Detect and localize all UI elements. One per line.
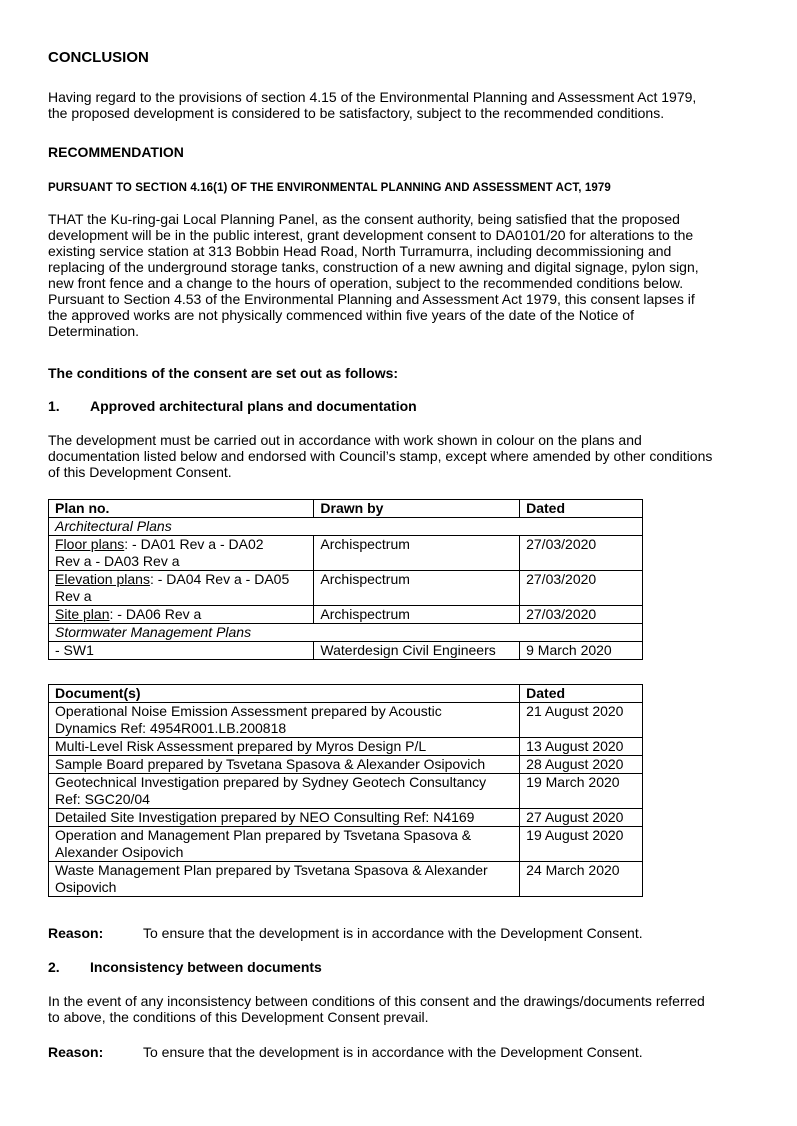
document-cell: Sample Board prepared by Tsvetana Spasova & Alexander Osipovich xyxy=(49,756,520,774)
documents-table xyxy=(48,684,643,897)
condition-number: 1. xyxy=(48,398,60,414)
conclusion-paragraph xyxy=(48,89,696,121)
reason-text: To ensure that the development is in accordance with the Development Consent. xyxy=(143,1044,643,1060)
document-cell: Operational Noise Emission Assessment prepared by Acoustic Dynamics Ref: 4954R001.LB.200818 xyxy=(49,703,520,738)
table-section-row xyxy=(49,624,643,642)
column-header: Drawn by xyxy=(314,500,520,518)
condition-2-paragraph xyxy=(48,993,705,1025)
condition-line: documentation listed below and endorsed with Council’s stamp, except where amended by other conditions xyxy=(48,448,713,464)
column-header: Dated xyxy=(520,685,643,703)
dated-cell: 28 August 2020 xyxy=(520,756,643,774)
plan-cell: - SW1 xyxy=(49,642,314,660)
recommendation-line: Pursuant to Section 4.53 of the Environmental Planning and Assessment Act 1979, this consent lapses if xyxy=(48,291,695,307)
table-row xyxy=(49,756,643,774)
conclusion-heading: CONCLUSION xyxy=(48,49,149,66)
reason-label: Reason: xyxy=(48,1044,104,1060)
drawn-by-cell: Archispectrum xyxy=(314,571,520,606)
recommendation-line: THAT the Ku-ring-gai Local Planning Panel, as the consent authority, being satisfied that the proposed xyxy=(48,211,680,227)
drawn-by-cell: Archispectrum xyxy=(314,606,520,624)
column-header: Document(s) xyxy=(49,685,520,703)
reason-text: To ensure that the development is in accordance with the Development Consent. xyxy=(143,925,643,941)
column-header: Plan no. xyxy=(49,500,314,518)
table-row xyxy=(49,809,643,827)
dated-cell: 27 August 2020 xyxy=(520,809,643,827)
column-header: Dated xyxy=(520,500,643,518)
conclusion-line: the proposed development is considered to be satisfactory, subject to the recommended conditions. xyxy=(48,105,665,121)
recommendation-heading: RECOMMENDATION xyxy=(48,144,184,160)
recommendation-paragraph xyxy=(48,211,699,339)
dated-cell: 27/03/2020 xyxy=(520,571,643,606)
recommendation-line: existing service station at 313 Bobbin Head Road, North Turramurra, including decommissioning and xyxy=(48,243,672,259)
table-row xyxy=(49,571,643,606)
condition-2-heading xyxy=(48,959,322,975)
table-row xyxy=(49,774,643,809)
pursuant-heading: PURSUANT TO SECTION 4.16(1) OF THE ENVIRONMENTAL PLANNING AND ASSESSMENT ACT, 1979 xyxy=(48,182,611,194)
dated-cell: 27/03/2020 xyxy=(520,536,643,571)
condition-2-reason xyxy=(48,1044,643,1060)
dated-cell: 19 March 2020 xyxy=(520,774,643,809)
table-row xyxy=(49,642,643,660)
plan-cell: Floor plans: - DA01 Rev a - DA02 Rev a - DA03 Rev a xyxy=(49,536,314,571)
table-row xyxy=(49,827,643,862)
recommendation-line: replacing of the underground storage tanks, construction of a new awning and digital signage, pylon sign, xyxy=(48,259,699,275)
dated-cell: 21 August 2020 xyxy=(520,703,643,738)
condition-title: Inconsistency between documents xyxy=(90,959,322,975)
recommendation-line: Determination. xyxy=(48,323,140,339)
document-cell: Multi-Level Risk Assessment prepared by Myros Design P/L xyxy=(49,738,520,756)
plan-cell: Site plan: - DA06 Rev a xyxy=(49,606,314,624)
recommendation-line: new front fence and a change to the hours of operation, subject to the recommended conditions below. xyxy=(48,275,684,291)
condition-1-heading xyxy=(48,398,417,414)
drawn-by-cell: Waterdesign Civil Engineers xyxy=(314,642,520,660)
table-row xyxy=(49,862,643,897)
condition-number: 2. xyxy=(48,959,60,975)
plans-table xyxy=(48,499,643,660)
reason-label: Reason: xyxy=(48,925,104,941)
condition-line: of this Development Consent. xyxy=(48,464,232,480)
dated-cell: 9 March 2020 xyxy=(520,642,643,660)
drawn-by-cell: Archispectrum xyxy=(314,536,520,571)
document-cell: Geotechnical Investigation prepared by Sydney Geotech Consultancy Ref: SGC20/04 xyxy=(49,774,520,809)
table-row xyxy=(49,738,643,756)
table-row xyxy=(49,536,643,571)
condition-title: Approved architectural plans and documentation xyxy=(90,398,417,414)
condition-line: In the event of any inconsistency between conditions of this consent and the drawings/documents referred xyxy=(48,993,705,1009)
condition-line: The development must be carried out in accordance with work shown in colour on the plans and xyxy=(48,432,642,448)
table-row xyxy=(49,703,643,738)
document-cell: Detailed Site Investigation prepared by NEO Consulting Ref: N4169 xyxy=(49,809,520,827)
condition-line: to above, the conditions of this Development Consent prevail. xyxy=(48,1009,429,1025)
section-label: Architectural Plans xyxy=(49,518,643,536)
dated-cell: 24 March 2020 xyxy=(520,862,643,897)
condition-1-reason xyxy=(48,925,643,941)
dated-cell: 27/03/2020 xyxy=(520,606,643,624)
dated-cell: 13 August 2020 xyxy=(520,738,643,756)
table-header-row xyxy=(49,500,643,518)
plan-cell: Elevation plans: - DA04 Rev a - DA05 Rev a xyxy=(49,571,314,606)
conclusion-line: Having regard to the provisions of section 4.15 of the Environmental Planning and Assessment Act 1979, xyxy=(48,89,697,105)
table-section-row xyxy=(49,518,643,536)
table-header-row xyxy=(49,685,643,703)
table-row xyxy=(49,606,643,624)
condition-1-paragraph xyxy=(48,432,712,480)
conditions-intro: The conditions of the consent are set out as follows: xyxy=(48,365,399,381)
section-label: Stormwater Management Plans xyxy=(49,624,643,642)
document-cell: Operation and Management Plan prepared by Tsvetana Spasova & Alexander Osipovich xyxy=(49,827,520,862)
dated-cell: 19 August 2020 xyxy=(520,827,643,862)
document-cell: Waste Management Plan prepared by Tsvetana Spasova & Alexander Osipovich xyxy=(49,862,520,897)
recommendation-line: the approved works are not physically commenced within five years of the date of the Notice of xyxy=(48,307,634,323)
recommendation-line: development will be in the public interest, grant development consent to DA0101/20 for alterations to the xyxy=(48,227,694,243)
